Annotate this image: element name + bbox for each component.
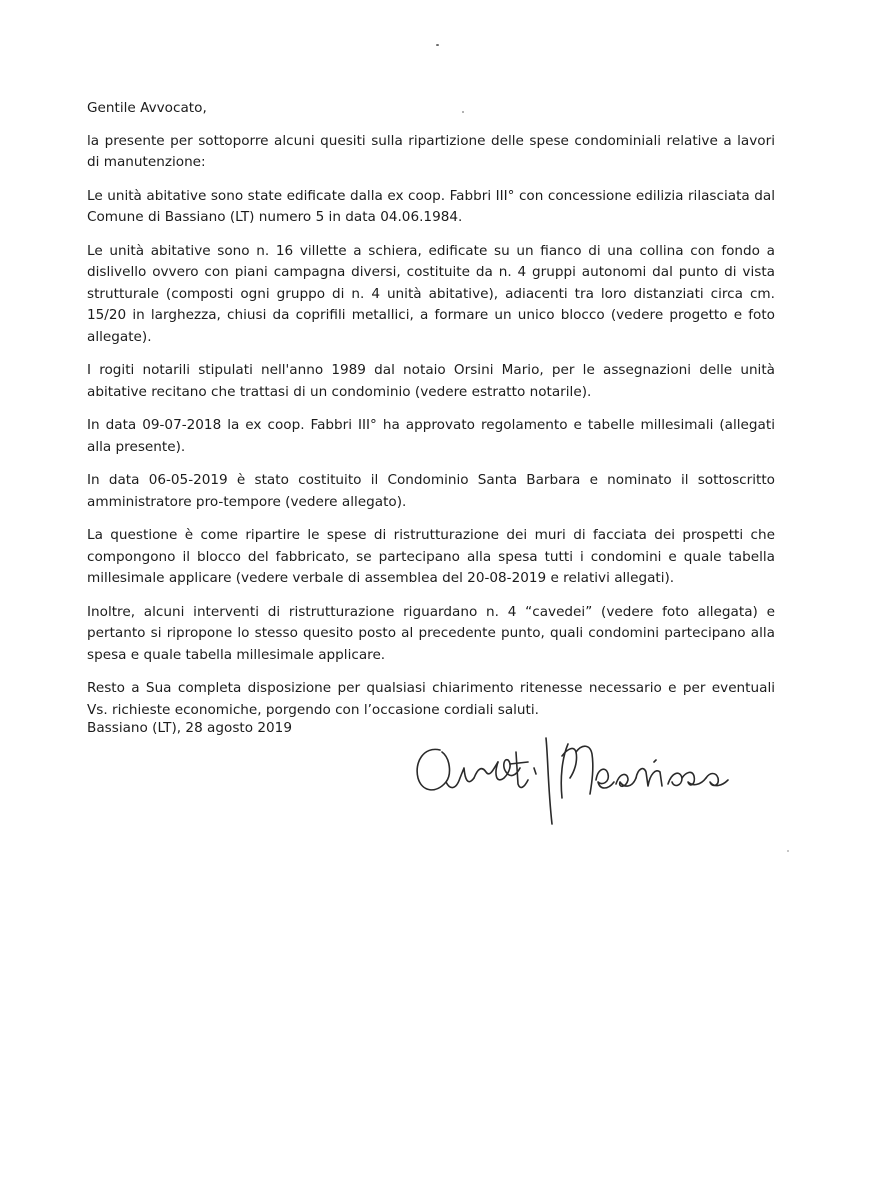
place-date: Bassiano (LT), 28 agosto 2019 bbox=[87, 720, 292, 736]
paragraph-housing-units: Le unità abitative sono n. 16 villette a schiera, edificate su un fianco di una collina con fondo a dislivello ovvero con piani campagna diversi, costituite da n. 4 gruppi autonomi dal punto di vista strutturale (composti ogni gruppo di n. 4 unità abitative), adiacenti tra loro distanziati circa cm. 15/20 in larghezza, chiusi da coprifili metallici, a formare un unico blocco (vedere progetto e foto allegate). bbox=[87, 242, 775, 345]
paragraph-question: La questione è come ripartire le spese di ristrutturazione dei muri di facciata dei prospetti che compongono il blocco del fabbricato, se partecipano alla spesa tutti i condomini e quale tabella millesimale applicare (vedere verbale di assemblea del 20-08-2019 e relativi allegati). bbox=[87, 527, 775, 586]
salutation: Gentile Avvocato, bbox=[87, 100, 207, 116]
paragraph-condominium: In data 06-05-2019 è stato costituito il Condominio Santa Barbara e nominato il sottoscritto amministratore pro-tempore (vedere allegato). bbox=[87, 472, 775, 510]
paragraph-regulations: In data 09-07-2018 la ex coop. Fabbri III° ha approvato regolamento e tabelle millesimali (allegati alla presente). bbox=[87, 417, 775, 455]
paragraph-construction: Le unità abitative sono state edificate dalla ex coop. Fabbri III° con concessione edilizia rilasciata dal Comune di Bassiano (LT) numero 5 in data 04.06.1984. bbox=[87, 187, 775, 225]
paragraph-notarial-deeds: I rogiti notarili stipulati nell'anno 1989 dal notaio Orsini Mario, per le assegnazioni delle unità abitative recitano che trattasi di un condominio (vedere estratto notarile). bbox=[87, 362, 775, 400]
paragraph-intro: la presente per sottoporre alcuni quesiti sulla ripartizione delle spese condominiali relative a lavori di manutenzione: bbox=[87, 132, 775, 170]
scan-speck bbox=[787, 850, 789, 852]
letter-body bbox=[87, 98, 775, 733]
scan-speck bbox=[436, 44, 439, 46]
paragraph-cavedei: Inoltre, alcuni interventi di ristrutturazione riguardano n. 4 “cavedei” (vedere foto allegata) e pertanto si ripropone lo stesso quesito posto al precedente punto, quali condomini partecipano alla spesa e quale tabella millesimale applicare. bbox=[87, 603, 775, 663]
handwritten-signature bbox=[410, 728, 785, 828]
paragraph-closing: Resto a Sua completa disposizione per qualsiasi chiarimento ritenesse necessario e per eventuali Vs. richieste economiche, porgendo con l’occasione cordiali saluti. bbox=[87, 680, 775, 718]
